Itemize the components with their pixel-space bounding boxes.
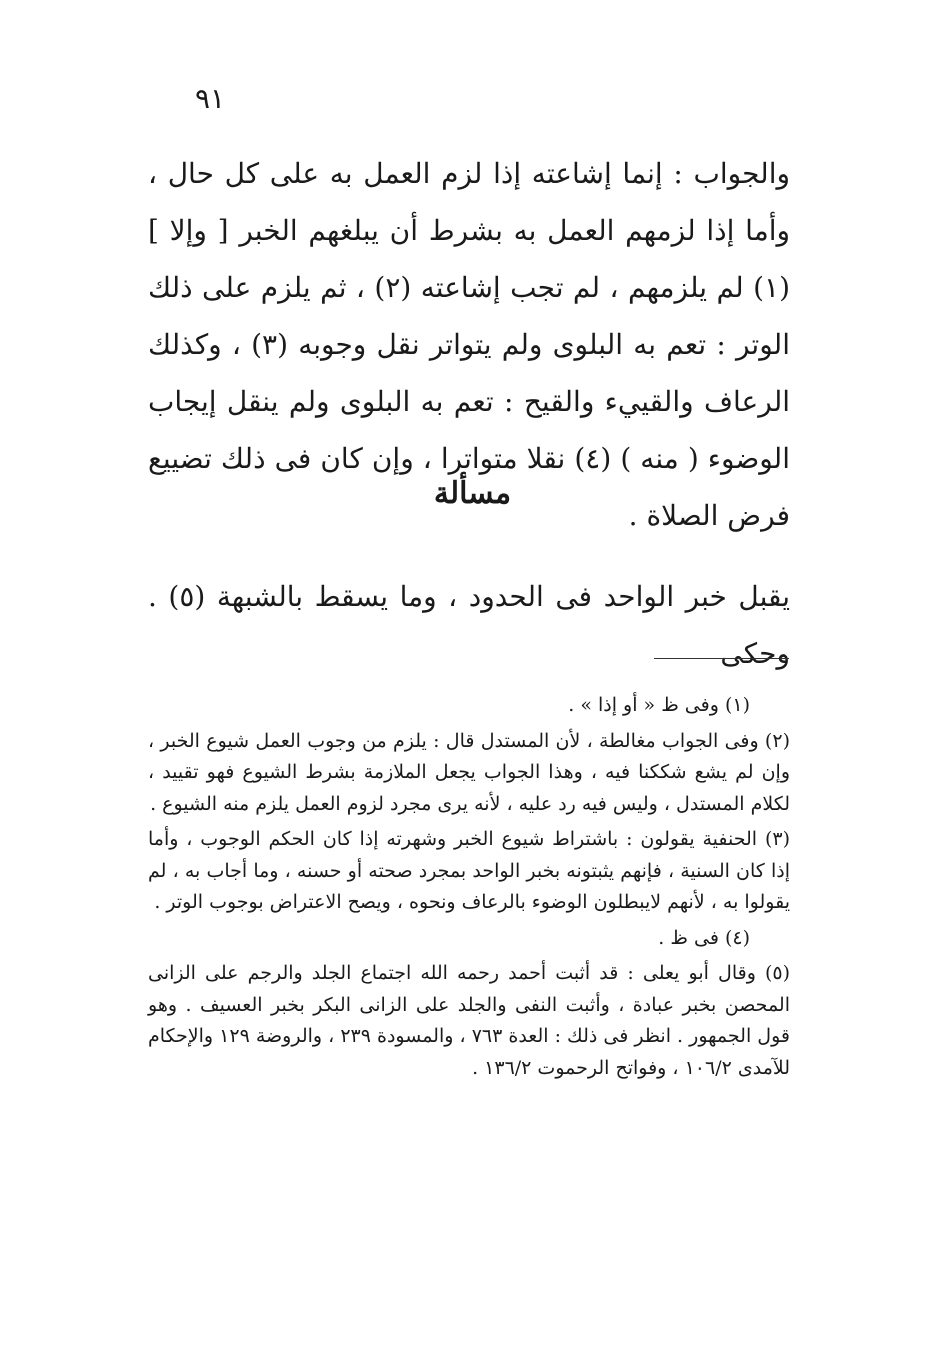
main-paragraph: والجواب : إنما إشاعته إذا لزم العمل به على كل حال ، وأما إذا لزمهم العمل به بشرط أن يبلغهم الخبر [ وإلا ] (١) لم يلزمهم ، لم تجب إشاعته (٢) ، ثم يلزم على ذلك الوتر : تعم به البلوى ولم يتواتر نقل وجوبه (٣) ، وكذلك الرعاف والقييء والقيح : تعم به البلوى ولم ينقل إيجاب الوضوء ( منه ) (٤) نقلا متواترا ، وإن كان فى ذلك تضييع فرض الصلاة . bbox=[148, 157, 791, 532]
footnote-2: (٢) وفى الجواب مغالطة ، لأن المستدل قال : يلزم من وجوب العمل شيوع الخبر ، وإن لم يشع شككنا فيه ، وهذا الجواب يجعل الملازمة بشرط الشيوع فهو تقييد ، لكلام المستدل ، وليس فيه رد عليه ، لأنه يرى مجرد لزوم العمل يلزم منه الشيوع . bbox=[148, 729, 790, 815]
section-body: يقبل خبر الواحد فى الحدود ، وما يسقط بالشبهة (٥) . وحكى bbox=[148, 580, 790, 670]
page-number: ٩١ bbox=[194, 82, 226, 115]
footnote-4: (٤) فى ظ . bbox=[658, 926, 750, 949]
footnote-3: (٣) الحنفية يقولون : باشتراط شيوع الخبر وشهرته إذا كان الحكم الوجوب ، وأما إذا كان السنية ، فإنهم يثبتونه بخبر الواحد بمجرد صحته أو حسنه ، وما أجاب به ، لم يقولوا به ، لأنهم لايبطلون الوضوء بالرعاف ونحوه ، ويصح الاعتراض بوجوب الوتر . bbox=[148, 828, 790, 913]
footnote-5: (٥) وقال أبو يعلى : قد أثبت أحمد رحمه الله اجتماع الجلد والرجم على الزانى المحصن بخبر عبادة ، وأثبت النفى والجلد على الزانى البكر بخبر العسيف . وهو قول الجمهور . انظر فى ذلك : العدة ٧٦٣ ، والمسودة ٢٣٩ ، والروضة ١٢٩ والإحكام للآمدى ١٠٦/٢ ، وفواتح الرحموت ١٣٦/٢ . bbox=[148, 962, 790, 1079]
footnotes bbox=[148, 690, 790, 1088]
footnote-divider bbox=[654, 658, 789, 659]
section-title: مسألة bbox=[433, 476, 512, 511]
footnote-1: (١) وفى ظ « أو إذا » . bbox=[568, 694, 750, 716]
